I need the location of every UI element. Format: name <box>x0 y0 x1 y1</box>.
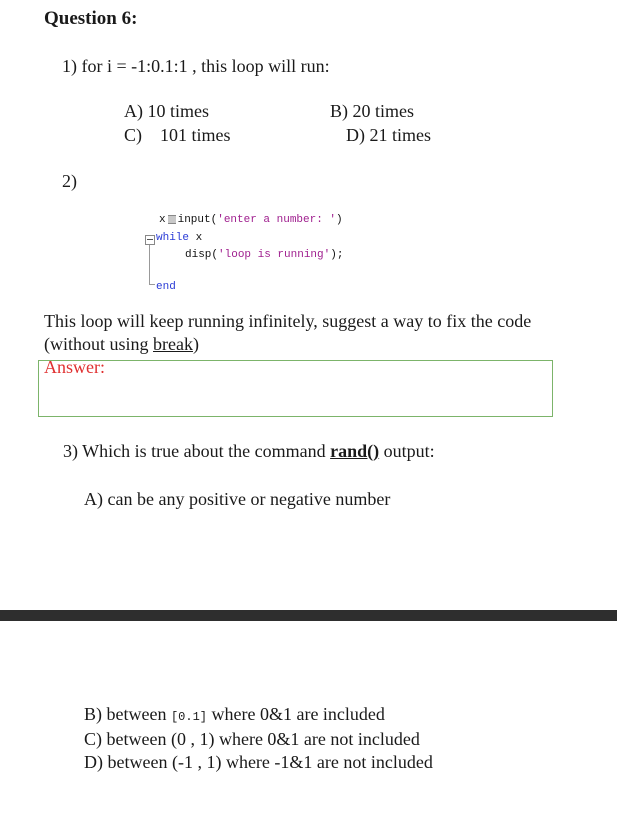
rand-command: rand() <box>330 441 380 461</box>
q2-paragraph-text: This loop will keep running infinitely, suggest a way to fix the code (without using <box>44 311 532 354</box>
q1-option-a: A) 10 times <box>124 101 209 121</box>
code-line-4 <box>156 281 176 293</box>
code-condition: x <box>189 232 203 244</box>
q3-option-b-end: where 0&1 are included <box>206 704 385 724</box>
code-string: 'enter a number: ' <box>217 214 337 226</box>
q3-option-b <box>84 704 385 725</box>
q3-prompt <box>63 441 435 462</box>
q1-option-c: C) 101 times <box>124 125 231 145</box>
code-var: x <box>159 214 166 226</box>
fold-guide-end <box>149 284 155 285</box>
code-close: ) <box>336 214 343 226</box>
code-line-2 <box>156 232 202 244</box>
code-line-1 <box>159 214 343 226</box>
q3-option-a: A) can be any positive or negative number <box>84 489 391 509</box>
page-divider <box>0 610 617 621</box>
q3-option-b-range: [0.1] <box>170 710 207 724</box>
q2-paragraph-end: ) <box>193 334 199 354</box>
q3-prompt-end: output: <box>379 441 435 461</box>
q3-prompt-text: 3) Which is true about the command <box>63 441 331 461</box>
answer-field[interactable] <box>38 360 553 417</box>
q3-option-c: C) between (0 , 1) where 0&1 are not included <box>84 729 420 749</box>
q1-option-d: D) 21 times <box>346 125 431 145</box>
fold-guide-line <box>149 245 150 284</box>
q2-number: 2) <box>62 171 77 191</box>
question-title: Question 6: <box>44 8 138 29</box>
q2-paragraph <box>44 310 574 356</box>
code-line-3 <box>185 249 343 261</box>
code-keyword-end: end <box>156 281 176 293</box>
code-close: ); <box>330 249 344 261</box>
code-keyword-while: while <box>156 232 190 244</box>
edit-marker-icon <box>168 215 176 224</box>
answer-label: Answer: <box>44 357 105 377</box>
code-func: input( <box>177 214 218 226</box>
q3-option-d: D) between (-1 , 1) where -1&1 are not included <box>84 752 433 772</box>
code-string: 'loop is running' <box>218 249 331 261</box>
q3-option-b-text: B) between <box>84 704 171 724</box>
q1-prompt: 1) for i = -1:0.1:1 , this loop will run: <box>62 56 330 76</box>
fold-collapse-icon[interactable] <box>145 235 155 245</box>
q1-option-b: B) 20 times <box>330 101 414 121</box>
break-keyword: break <box>153 334 193 354</box>
code-func: disp( <box>185 249 219 261</box>
